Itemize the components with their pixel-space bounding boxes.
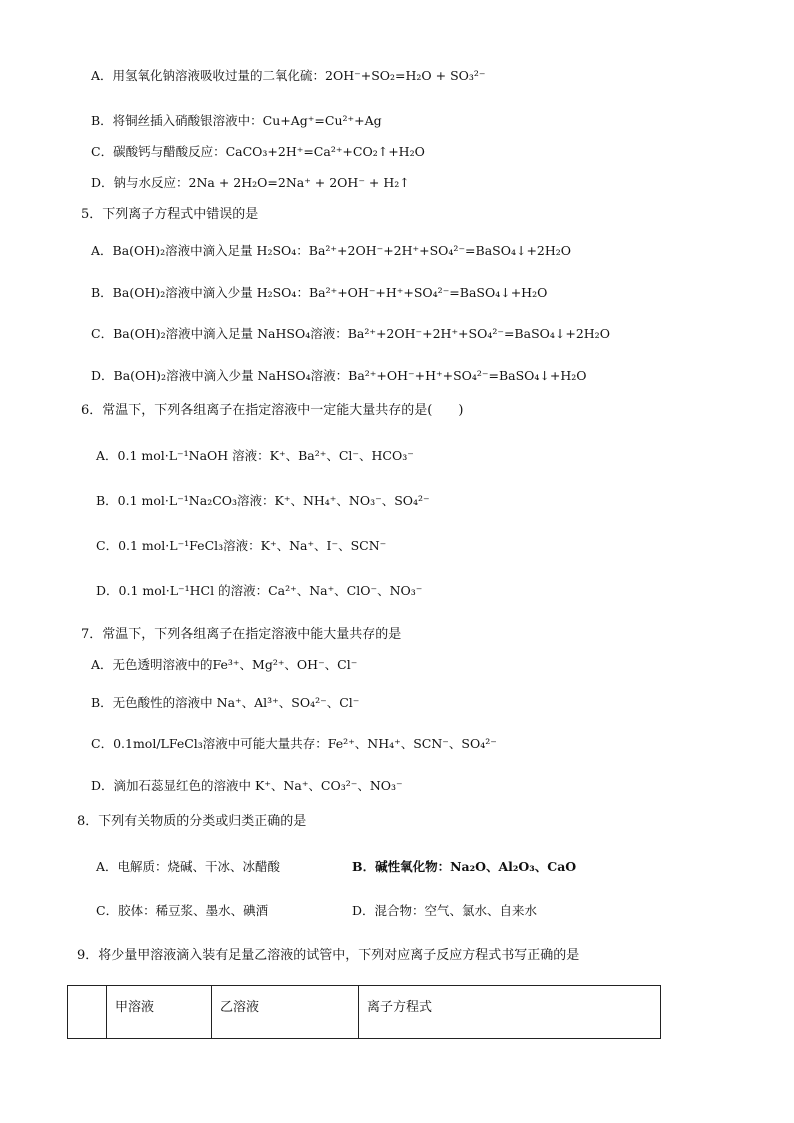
q4-option-a: A．用氢氧化钠溶液吸收过量的二氧化硫：2OH⁻+SO₂=H₂O + SO₃²⁻ bbox=[91, 68, 486, 83]
q5-option-b: B．Ba(OH)₂溶液中滴入少量 H₂SO₄：Ba²⁺+OH⁻+H⁺+SO₄²⁻=BaSO₄↓+H₂O bbox=[91, 285, 548, 300]
q9-stem: 9．将少量甲溶液滴入装有足量乙溶液的试管中，下列对应离子反应方程式书写正确的是 bbox=[77, 948, 580, 963]
q6-option-d: D．0.1 mol·L⁻¹HCl 的溶液：Ca²⁺、Na⁺、ClO⁻、NO₃⁻ bbox=[96, 583, 423, 598]
q8-option-d: D．混合物：空气、氯水、自来水 bbox=[352, 903, 538, 918]
q7-stem: 7．常温下，下列各组离子在指定溶液中能大量共存的是 bbox=[81, 627, 402, 642]
q7-option-d: D．滴加石蕊显红色的溶液中 K⁺、Na⁺、CO₃²⁻、NO₃⁻ bbox=[91, 778, 403, 793]
table-row bbox=[68, 986, 661, 1039]
q4-option-b: B．将铜丝插入硝酸银溶液中：Cu+Ag⁺=Cu²⁺+Ag bbox=[91, 113, 382, 128]
q5-option-a: A．Ba(OH)₂溶液中滴入足量 H₂SO₄：Ba²⁺+2OH⁻+2H⁺+SO₄²⁻=BaSO₄↓+2H₂O bbox=[91, 243, 572, 258]
table-header-yi: 乙溶液 bbox=[212, 986, 359, 1039]
q5-stem: 5．下列离子方程式中错误的是 bbox=[81, 207, 259, 222]
q7-option-c: C．0.1mol/LFeCl₃溶液中可能大量共存：Fe²⁺、NH₄⁺、SCN⁻、SO₄²⁻ bbox=[91, 736, 497, 751]
table-header-blank bbox=[68, 986, 107, 1039]
q7-option-a: A．无色透明溶液中的Fe³⁺、Mg²⁺、OH⁻、Cl⁻ bbox=[91, 657, 358, 672]
q4-option-c: C．碳酸钙与醋酸反应：CaCO₃+2H⁺=Ca²⁺+CO₂↑+H₂O bbox=[91, 144, 425, 159]
q5-option-c: C．Ba(OH)₂溶液中滴入足量 NaHSO₄溶液：Ba²⁺+2OH⁻+2H⁺+SO₄²⁻=BaSO₄↓+2H₂O bbox=[91, 326, 610, 341]
q4-option-d: D．钠与水反应：2Na + 2H₂O=2Na⁺ + 2OH⁻ + H₂↑ bbox=[91, 175, 410, 190]
q9-table bbox=[67, 985, 661, 1039]
q8-option-a: A．电解质：烧碱、干冰、冰醋酸 bbox=[96, 859, 281, 874]
q6-stem: 6．常温下，下列各组离子在指定溶液中一定能大量共存的是( ) bbox=[81, 403, 464, 418]
q8-option-c: C．胶体：稀豆浆、墨水、碘酒 bbox=[96, 903, 269, 918]
q6-option-a: A．0.1 mol·L⁻¹NaOH 溶液：K⁺、Ba²⁺、Cl⁻、HCO₃⁻ bbox=[96, 448, 414, 463]
q6-option-b: B．0.1 mol·L⁻¹Na₂CO₃溶液：K⁺、NH₄⁺、NO₃⁻、SO₄²⁻ bbox=[96, 493, 430, 508]
q7-option-b: B．无色酸性的溶液中 Na⁺、Al³⁺、SO₄²⁻、Cl⁻ bbox=[91, 695, 360, 710]
q8-stem: 8．下列有关物质的分类或归类正确的是 bbox=[77, 814, 307, 829]
q5-option-d: D．Ba(OH)₂溶液中滴入少量 NaHSO₄溶液：Ba²⁺+OH⁻+H⁺+SO₄²⁻=BaSO₄↓+H₂O bbox=[91, 368, 587, 383]
table-header-equation: 离子方程式 bbox=[359, 986, 661, 1039]
q8-option-b: B．碱性氧化物：Na₂O、Al₂O₃、CaO bbox=[352, 859, 577, 874]
q6-option-c: C．0.1 mol·L⁻¹FeCl₃溶液：K⁺、Na⁺、I⁻、SCN⁻ bbox=[96, 538, 387, 553]
table-header-jia: 甲溶液 bbox=[107, 986, 212, 1039]
